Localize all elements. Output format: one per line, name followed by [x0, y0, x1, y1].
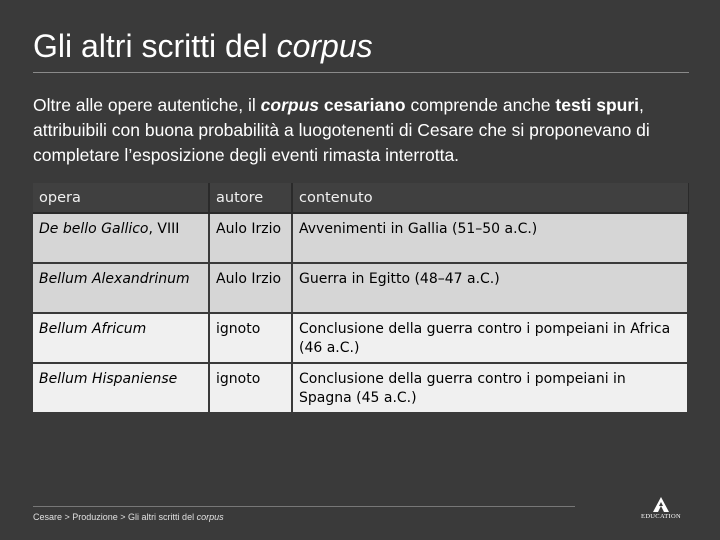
cell-opera — [33, 263, 209, 313]
slide-title-text: Gli altri scritti del — [33, 28, 277, 64]
publisher-logo-icon — [638, 497, 684, 513]
publisher-logo — [638, 497, 684, 523]
breadcrumb-italic: corpus — [196, 512, 224, 522]
opera-suffix: , VIII — [148, 221, 180, 237]
opera-title: Bellum Africum — [39, 321, 147, 337]
opera-title: De bello Gallico — [39, 221, 149, 237]
opera-title: Bellum Alexandrinum — [39, 271, 190, 287]
table-row — [33, 363, 688, 413]
title-divider — [33, 72, 689, 73]
table-header-row — [33, 183, 688, 213]
cell-opera — [33, 313, 209, 363]
footer-divider — [33, 506, 575, 507]
header-autore: autore — [209, 183, 292, 213]
cell-contenuto: Avvenimenti in Gallia (51–50 a.C.) — [292, 213, 688, 263]
header-opera: opera — [33, 183, 209, 213]
cell-opera — [33, 213, 209, 263]
cell-autore: Aulo Irzio — [209, 263, 292, 313]
cell-contenuto: Conclusione della guerra contro i pompeiani in Spagna (45 a.C.) — [292, 363, 688, 413]
works-table — [33, 183, 689, 414]
breadcrumb-path: Cesare > Produzione > Gli altri scritti del — [33, 512, 197, 522]
opera-title: Bellum Hispaniense — [39, 371, 178, 387]
cell-contenuto: Guerra in Egitto (48–47 a.C.) — [292, 263, 688, 313]
table-row — [33, 263, 688, 313]
footer-breadcrumb — [33, 512, 224, 522]
intro-corpus: corpus — [260, 95, 319, 115]
cell-opera — [33, 363, 209, 413]
cell-contenuto: Conclusione della guerra contro i pompeiani in Africa (46 a.C.) — [292, 313, 688, 363]
publisher-logo-text: EDUCATION — [641, 513, 681, 520]
table-row — [33, 213, 688, 263]
intro-text: , attribuibili con buona probabilità a luogotenenti di Cesare che si proponevano di completare l’esposizione degli eventi rimasta interrotta. — [33, 95, 650, 165]
slide-title — [33, 28, 373, 65]
table-row — [33, 313, 688, 363]
slide-title-italic: corpus — [276, 28, 373, 64]
intro-text: Oltre alle opere autentiche, il — [33, 95, 261, 115]
intro-text: comprende anche — [405, 95, 556, 115]
intro-testi-spuri: testi spuri — [555, 95, 640, 115]
header-contenuto: contenuto — [292, 183, 688, 213]
intro-cesariano: cesariano — [319, 95, 406, 115]
cell-autore: ignoto — [209, 313, 292, 363]
cell-autore: ignoto — [209, 363, 292, 413]
intro-paragraph — [33, 93, 693, 168]
cell-autore: Aulo Irzio — [209, 213, 292, 263]
